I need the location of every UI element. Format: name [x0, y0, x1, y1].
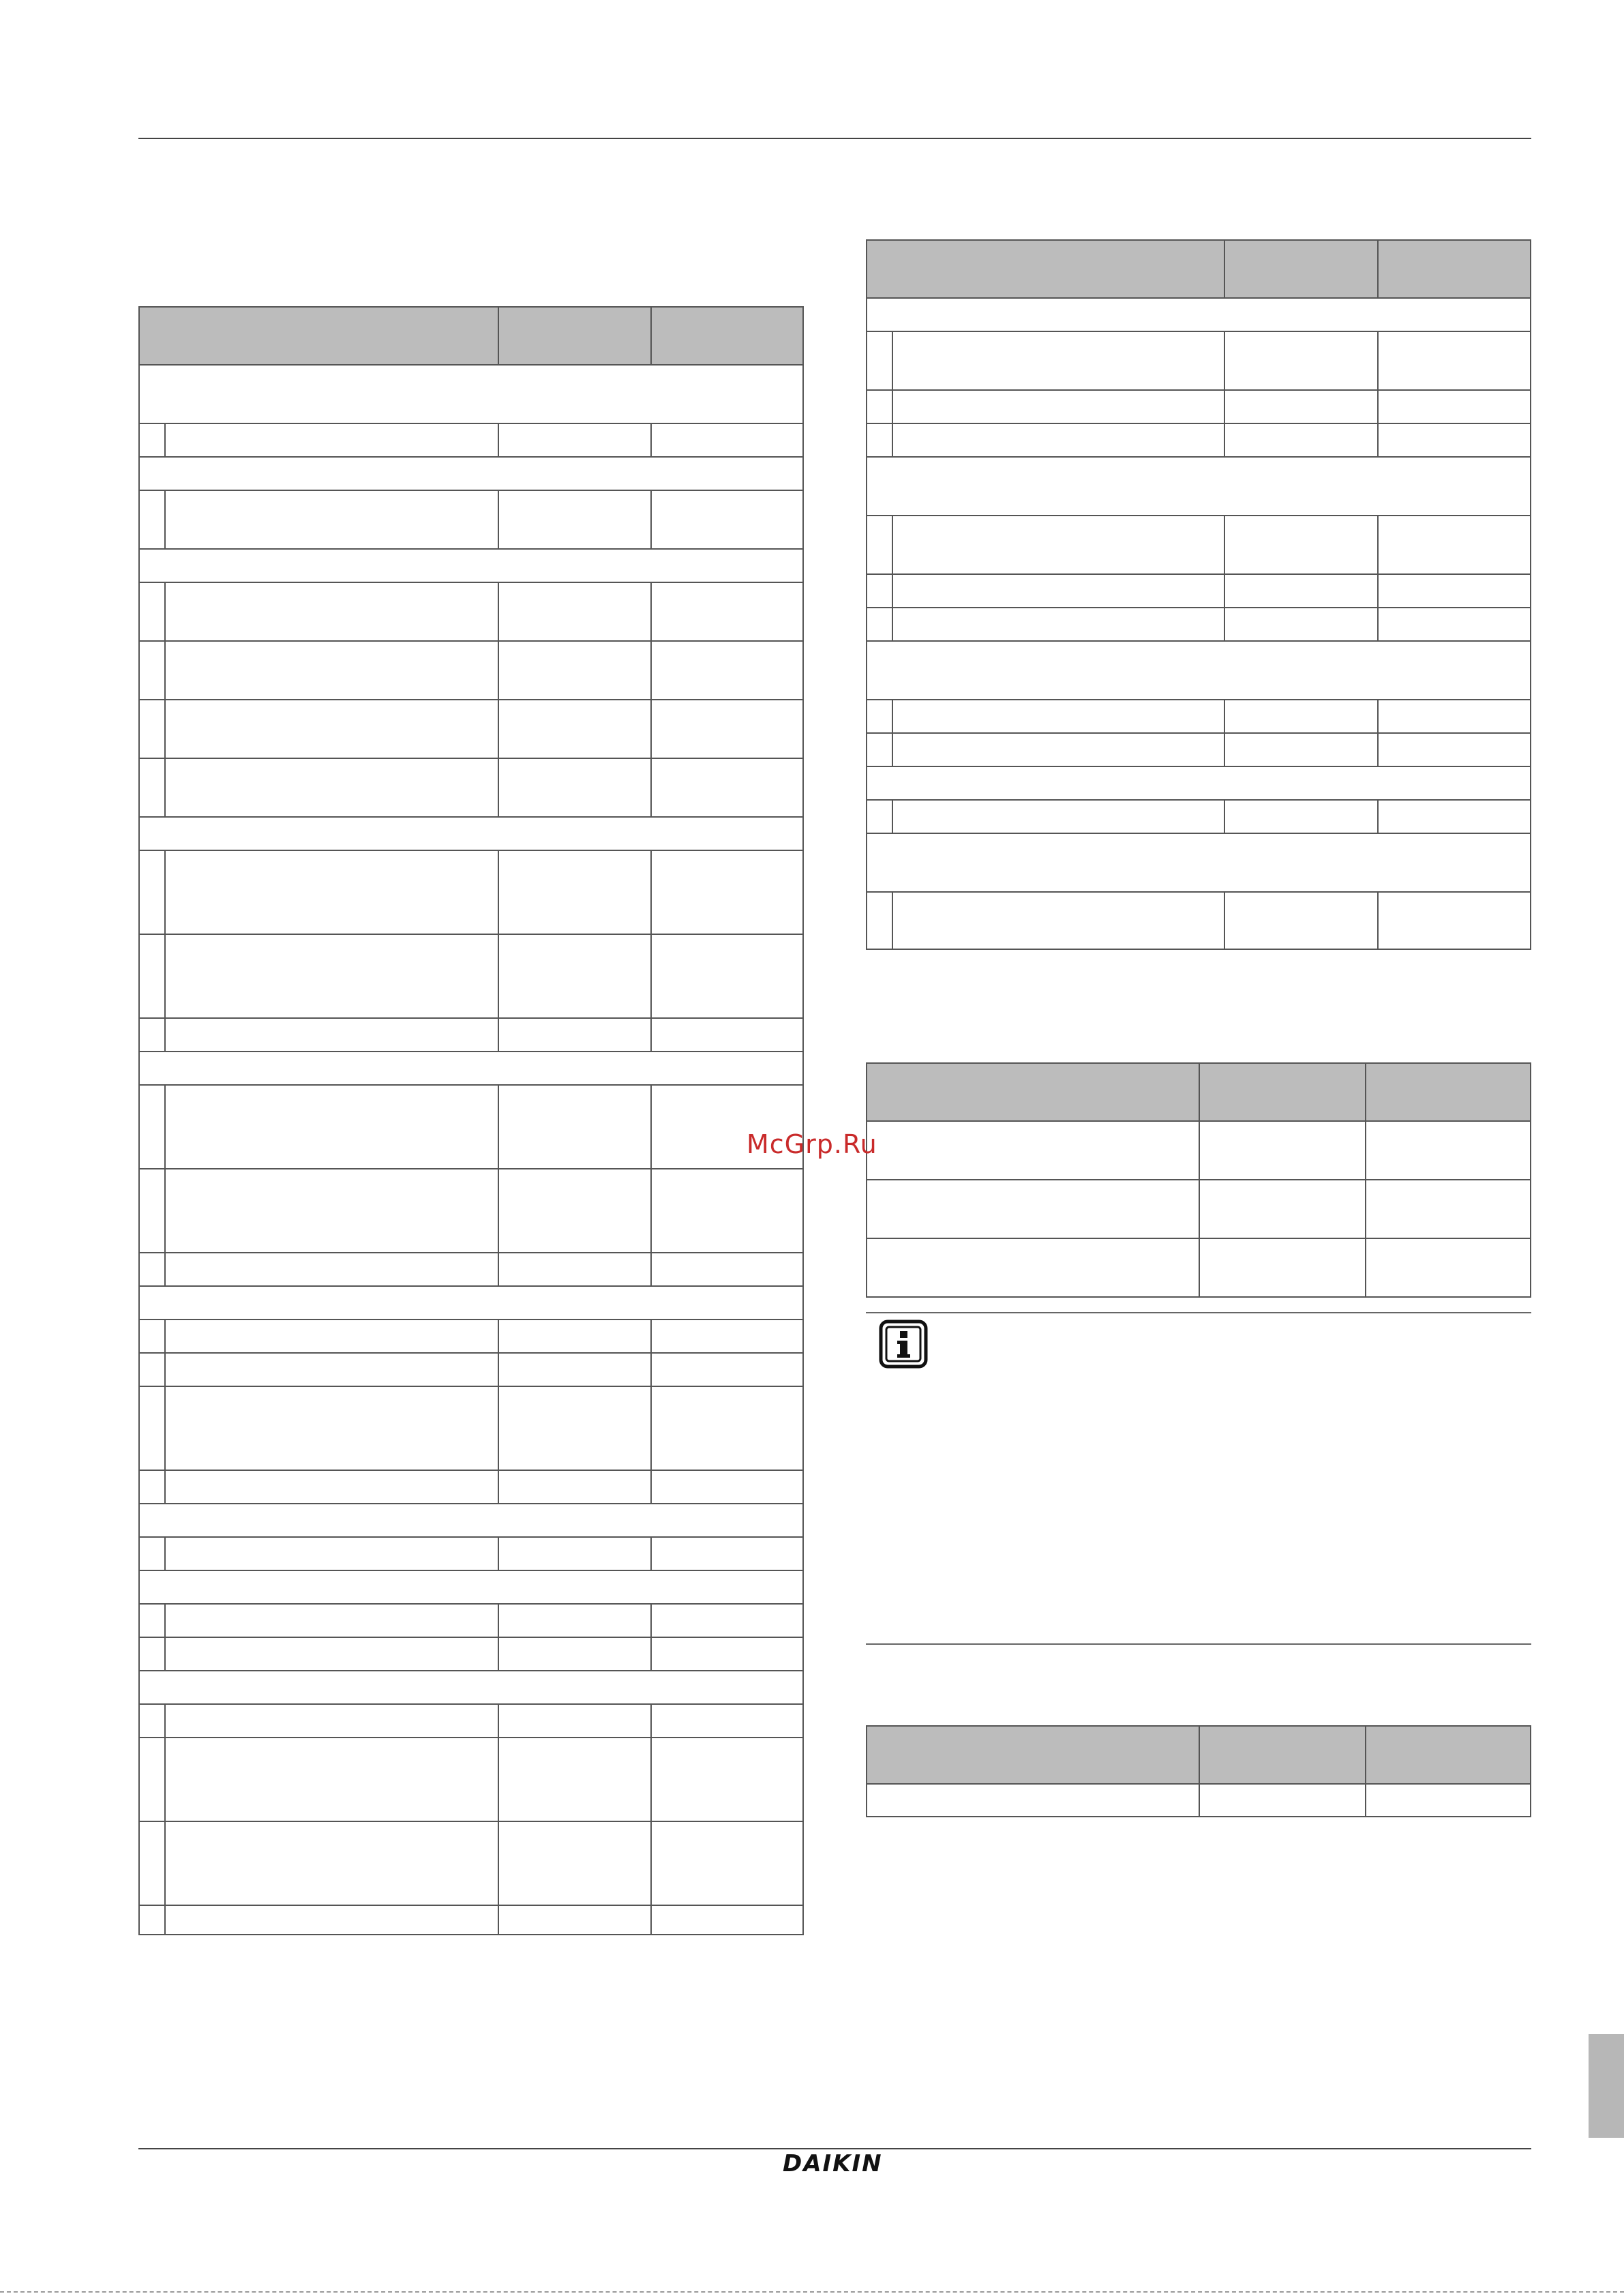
section-row	[138, 818, 804, 851]
column-divider	[650, 1605, 652, 1671]
column-divider	[1377, 516, 1379, 642]
table-row	[138, 851, 804, 935]
section-row	[138, 1671, 804, 1705]
table-row	[138, 1738, 804, 1822]
column-divider	[1224, 700, 1225, 767]
indent-divider	[892, 801, 893, 834]
indent-divider	[164, 1605, 166, 1671]
table-row	[866, 734, 1531, 767]
table-row	[866, 700, 1531, 734]
column-divider	[650, 424, 652, 458]
indent-divider	[892, 700, 893, 767]
indent-divider	[164, 583, 166, 818]
column-divider	[650, 306, 652, 366]
column-divider	[650, 1320, 652, 1504]
table-row	[138, 1822, 804, 1906]
table-row	[866, 608, 1531, 642]
column-divider	[498, 491, 499, 550]
table-row	[866, 391, 1531, 424]
table-header-row	[866, 239, 1531, 299]
indent-divider	[164, 491, 166, 550]
table-row	[138, 700, 804, 759]
note-bottom-rule	[866, 1643, 1531, 1645]
table-row	[138, 583, 804, 642]
note-top-rule	[866, 1312, 1531, 1313]
column-divider	[498, 583, 499, 818]
table-row	[138, 1387, 804, 1471]
section-row	[866, 834, 1531, 893]
table-row	[866, 516, 1531, 575]
column-divider	[1224, 516, 1225, 642]
left-spec-table	[138, 306, 804, 1935]
column-divider	[1377, 332, 1379, 458]
section-row	[866, 299, 1531, 332]
right-small-table	[866, 1062, 1531, 1298]
section-row	[866, 642, 1531, 700]
column-divider	[650, 851, 652, 1052]
header-rule	[138, 138, 1531, 139]
chapter-tab-marker	[1589, 2034, 1624, 2138]
column-divider	[1224, 332, 1225, 458]
column-divider	[498, 1705, 499, 1935]
indent-divider	[164, 851, 166, 1052]
table-row	[138, 1638, 804, 1671]
column-divider	[1224, 239, 1225, 299]
watermark-text: McGrp.Ru	[747, 1129, 877, 1159]
indent-divider	[164, 1086, 166, 1287]
table-header-row	[138, 306, 804, 366]
table-row	[138, 1906, 804, 1935]
table-row	[138, 424, 804, 458]
table-row	[138, 1169, 804, 1253]
column-divider	[1377, 893, 1379, 950]
table-row	[138, 1471, 804, 1504]
indent-divider	[164, 424, 166, 458]
column-divider	[1224, 801, 1225, 834]
column-divider	[650, 583, 652, 818]
column-divider	[650, 1538, 652, 1571]
column-divider	[650, 491, 652, 550]
indent-divider	[892, 332, 893, 458]
indent-divider	[164, 1320, 166, 1504]
table-row	[138, 1019, 804, 1052]
right-spec-table	[866, 239, 1531, 950]
column-divider	[498, 1605, 499, 1671]
daikin-logo: DAIKIN	[783, 2150, 883, 2177]
column-divider	[1365, 1062, 1366, 1298]
column-divider	[1365, 1725, 1366, 1817]
info-icon	[879, 1320, 928, 1369]
section-row	[138, 1571, 804, 1605]
table-row	[866, 575, 1531, 608]
footer-rule	[138, 2148, 1531, 2149]
section-row	[138, 366, 804, 424]
table-row	[138, 935, 804, 1019]
column-divider	[498, 1320, 499, 1504]
column-divider	[650, 1705, 652, 1935]
table-row	[866, 424, 1531, 458]
table-row	[138, 491, 804, 550]
section-row	[138, 1052, 804, 1086]
section-row	[866, 767, 1531, 801]
section-row	[138, 550, 804, 583]
section-row	[138, 1287, 804, 1320]
indent-divider	[164, 1538, 166, 1571]
page-edge-dash	[0, 2291, 1624, 2293]
table-row	[138, 1605, 804, 1638]
right-bottom-table	[866, 1725, 1531, 1817]
column-divider	[498, 1538, 499, 1571]
section-row	[866, 458, 1531, 516]
table-row	[138, 1086, 804, 1169]
column-divider	[1377, 801, 1379, 834]
column-divider	[1377, 700, 1379, 767]
table-row	[138, 1705, 804, 1738]
table-row	[138, 1354, 804, 1387]
column-divider	[498, 851, 499, 1052]
section-row	[138, 458, 804, 491]
column-divider	[1199, 1062, 1200, 1298]
column-divider	[498, 1086, 499, 1287]
column-divider	[1199, 1725, 1200, 1817]
table-row	[138, 1538, 804, 1571]
table-row	[138, 1320, 804, 1354]
indent-divider	[164, 1705, 166, 1935]
table-row	[866, 893, 1531, 950]
table-row	[138, 1253, 804, 1287]
section-row	[138, 1504, 804, 1538]
indent-divider	[892, 893, 893, 950]
table-row	[138, 642, 804, 700]
table-row	[138, 759, 804, 818]
column-divider	[650, 1086, 652, 1287]
table-row	[866, 332, 1531, 391]
column-divider	[1377, 239, 1379, 299]
column-divider	[1224, 893, 1225, 950]
column-divider	[498, 306, 499, 366]
indent-divider	[892, 516, 893, 642]
table-row	[866, 801, 1531, 834]
column-divider	[498, 424, 499, 458]
